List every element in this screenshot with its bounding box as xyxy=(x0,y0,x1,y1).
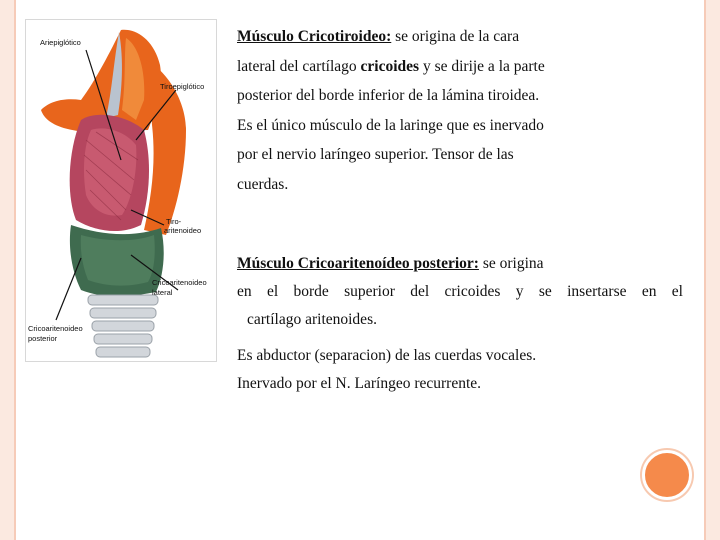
cricoaritenoideo-line2: en el borde superior del cricoides y se insertarse en el xyxy=(237,283,683,300)
cricoaritenoideo-paragraph xyxy=(237,250,683,398)
label-tiro-line2: aritenoideo xyxy=(164,226,202,235)
cricotiroideo-line2b: y se dirije a la parte xyxy=(419,57,545,75)
cricotiroideo-line1: se origina de la cara xyxy=(391,28,520,45)
decorative-circle xyxy=(642,450,692,500)
cricotiroideo-heading: Músculo Cricotiroideo: xyxy=(237,28,392,45)
label-cricoaritenoideo-lateral-line1: Cricoaritenoideo xyxy=(152,278,207,287)
cricotiroideo-line5: por el nervio laríngeo superior. Tensor de las xyxy=(237,146,514,163)
cricoaritenoideo-line5: Inervado por el N. Laríngeo recurrente. xyxy=(237,375,482,392)
cricotiroideo-line2a: lateral del cartílago xyxy=(237,57,361,75)
label-cricoaritenoideo-posterior-line2: posterior xyxy=(28,334,58,343)
cricoaritenoideo-line3: cartílago aritenoides. xyxy=(247,311,377,328)
larynx-muscles-figure xyxy=(25,19,217,362)
cricoaritenoideo-heading: Músculo Cricoaritenoídeo posterior: xyxy=(237,255,479,272)
label-ariepiglotico: Ariepiglótico xyxy=(40,38,81,47)
larynx-illustration xyxy=(26,20,216,361)
cricotiroideo-paragraph xyxy=(237,22,683,199)
label-cricoaritenoideo-posterior-line1: Cricoaritenoideo xyxy=(28,324,83,333)
cricoaritenoideo-line4: Es abductor (separacion) de las cuerdas vocales. xyxy=(237,347,537,364)
cricotiroideo-line6: cuerdas. xyxy=(237,175,289,193)
label-tiroepiglotico: Tiroepiglótico xyxy=(160,82,205,91)
cricotiroideo-line3: posterior del borde inferior de la lámina tiroidea. xyxy=(237,87,540,104)
label-tiro-line1: Tiro- xyxy=(166,217,182,226)
label-cricoaritenoideo-lateral-line2: lateral xyxy=(152,288,173,297)
cricoaritenoideo-line1: se origina xyxy=(478,255,544,272)
cricotiroideo-line4: Es el único músculo de la laringe que es inervado xyxy=(237,116,544,134)
cricoides-term: cricoides xyxy=(360,57,420,75)
